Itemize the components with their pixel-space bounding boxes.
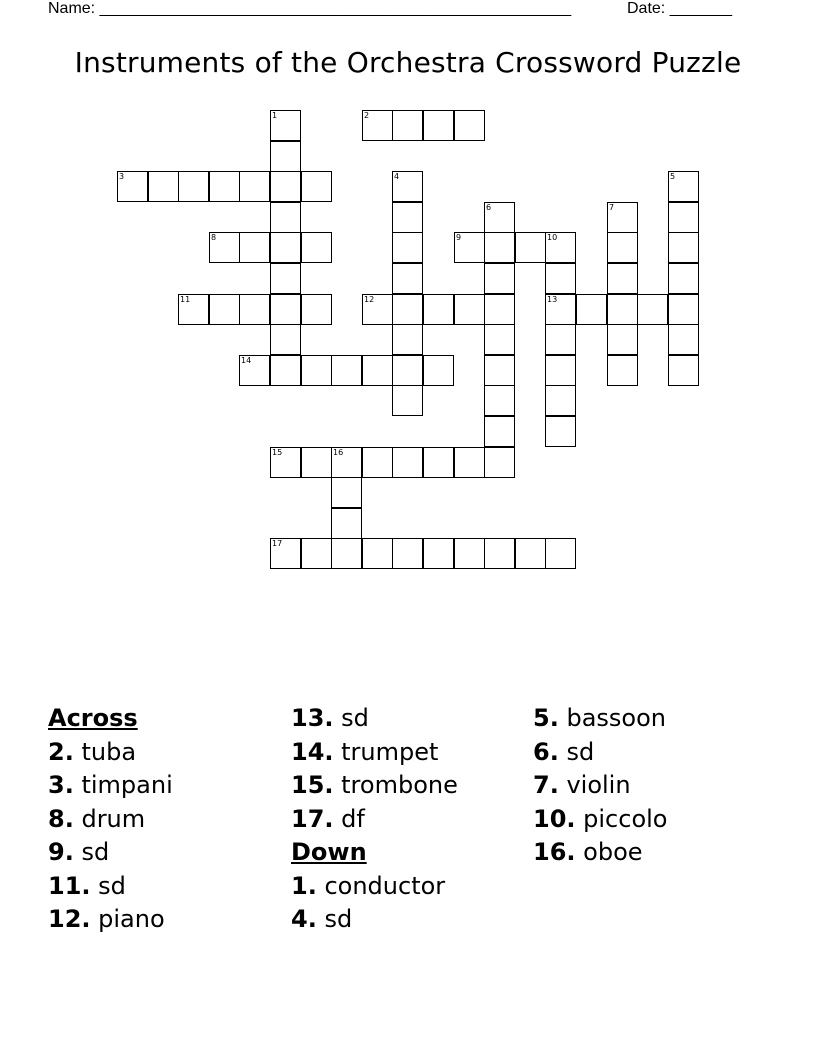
clues-column-1 [48, 702, 173, 937]
crossword-cell[interactable] [607, 232, 638, 263]
clue-number: 8. [48, 804, 74, 833]
crossword-cell[interactable] [545, 355, 576, 386]
across-clue [291, 702, 458, 736]
crossword-cell[interactable] [270, 538, 301, 569]
clue-text: trumpet [333, 737, 439, 766]
crossword-cell[interactable] [331, 508, 362, 539]
crossword-cell[interactable] [270, 355, 301, 386]
clue-text: piccolo [575, 804, 668, 833]
across-clue [48, 803, 173, 837]
clue-number: 8 [211, 233, 217, 242]
down-clue [533, 836, 667, 870]
clue-number: 7. [533, 771, 559, 799]
crossword-cell[interactable] [239, 232, 270, 263]
crossword-cell[interactable] [209, 171, 240, 202]
crossword-cell[interactable] [484, 232, 515, 263]
crossword-cell[interactable] [270, 202, 301, 233]
crossword-cell[interactable] [301, 294, 332, 325]
crossword-cell[interactable] [545, 263, 576, 294]
crossword-cell[interactable] [668, 232, 699, 263]
crossword-cell[interactable] [362, 355, 393, 386]
crossword-cell[interactable] [545, 385, 576, 416]
crossword-cell[interactable] [392, 447, 423, 478]
clue-number: 3 [119, 172, 125, 181]
crossword-cell[interactable] [607, 202, 638, 233]
clue-number: 5. [533, 704, 559, 732]
clue-number: 12 [364, 295, 375, 304]
crossword-cell[interactable] [392, 171, 423, 202]
crossword-cell[interactable] [392, 202, 423, 233]
crossword-cell[interactable] [576, 294, 607, 325]
crossword-cell[interactable] [545, 232, 576, 263]
crossword-cell[interactable] [423, 110, 454, 141]
down-clue [291, 903, 458, 937]
clue-text: timpani [73, 771, 173, 799]
crossword-cell[interactable] [239, 171, 270, 202]
down-clue [533, 769, 667, 803]
clue-number: 6 [486, 203, 492, 212]
crossword-cell[interactable] [454, 538, 485, 569]
crossword-cell[interactable] [117, 171, 148, 202]
crossword-cell[interactable] [178, 294, 209, 325]
crossword-cell[interactable] [607, 355, 638, 386]
crossword-cell[interactable] [515, 538, 546, 569]
clue-number: 1 [272, 111, 278, 120]
crossword-cell[interactable] [178, 171, 209, 202]
crossword-cell[interactable] [392, 355, 423, 386]
clue-number: 12. [48, 905, 91, 933]
crossword-cell[interactable] [668, 294, 699, 325]
clue-number: 4. [291, 905, 317, 933]
crossword-cell[interactable] [545, 324, 576, 355]
across-clue [291, 736, 458, 770]
crossword-cell[interactable] [484, 263, 515, 294]
crossword-cell[interactable] [362, 447, 393, 478]
crossword-cell[interactable] [454, 447, 485, 478]
crossword-cell[interactable] [484, 324, 515, 355]
down-clue [291, 870, 458, 904]
crossword-cell[interactable] [362, 294, 393, 325]
crossword-cell[interactable] [209, 232, 240, 263]
across-clue [48, 903, 173, 937]
crossword-cell[interactable] [392, 110, 423, 141]
clue-number: 10. [533, 804, 576, 833]
across-clue [291, 769, 458, 803]
crossword-cell[interactable] [484, 538, 515, 569]
crossword-cell[interactable] [545, 294, 576, 325]
crossword-cell[interactable] [484, 447, 515, 478]
clue-number: 15 [272, 448, 283, 457]
crossword-cell[interactable] [454, 110, 485, 141]
clue-number: 16. [533, 838, 576, 866]
clue-text: sd [90, 871, 126, 900]
crossword-cell[interactable] [423, 294, 454, 325]
crossword-cell[interactable] [392, 294, 423, 325]
clue-number: 2. [48, 737, 74, 766]
crossword-cell[interactable] [270, 232, 301, 263]
crossword-cell[interactable] [331, 477, 362, 508]
down-heading: Down [291, 838, 367, 866]
clue-number: 2 [364, 111, 370, 120]
crossword-cell[interactable] [484, 355, 515, 386]
crossword-cell[interactable] [423, 447, 454, 478]
crossword-cell[interactable] [270, 171, 301, 202]
clue-text: piano [90, 905, 165, 933]
down-clue [533, 702, 667, 736]
crossword-cell[interactable] [668, 171, 699, 202]
crossword-cell[interactable] [484, 385, 515, 416]
crossword-cell[interactable] [484, 202, 515, 233]
clue-text: tuba [73, 737, 137, 766]
crossword-cell[interactable] [392, 232, 423, 263]
down-clue [533, 736, 667, 770]
crossword-cell[interactable] [545, 416, 576, 447]
down-clue [533, 803, 667, 837]
date-line: Date: _______ [627, 0, 732, 17]
crossword-cell[interactable] [668, 324, 699, 355]
clue-number: 9 [456, 233, 462, 242]
crossword-cell[interactable] [545, 538, 576, 569]
clue-text: df [333, 804, 365, 833]
crossword-cell[interactable] [668, 202, 699, 233]
crossword-cell[interactable] [270, 447, 301, 478]
crossword-cell[interactable] [301, 232, 332, 263]
across-clue [48, 769, 173, 803]
crossword-cell[interactable] [301, 447, 332, 478]
crossword-cell[interactable] [209, 294, 240, 325]
clue-number: 6. [533, 737, 559, 766]
clue-text: drum [73, 804, 146, 833]
across-clue [48, 736, 173, 770]
clue-number: 17. [291, 804, 334, 833]
crossword-cell[interactable] [484, 416, 515, 447]
crossword-cell[interactable] [637, 294, 668, 325]
clue-number: 13 [547, 295, 558, 304]
clue-number: 17 [272, 539, 283, 548]
clue-number: 16 [333, 448, 344, 457]
name-line: Name: _____________________________________________________ [48, 0, 572, 17]
clue-text: trombone [333, 771, 458, 799]
clue-text: sd [73, 838, 110, 866]
clue-text: violin [558, 771, 631, 799]
across-clue [291, 803, 458, 837]
crossword-cell[interactable] [668, 263, 699, 294]
crossword-cell[interactable] [148, 171, 179, 202]
crossword-cell[interactable] [270, 110, 301, 141]
clue-number: 11. [48, 871, 91, 900]
clue-text: sd [558, 737, 595, 766]
crossword-cell[interactable] [454, 294, 485, 325]
crossword-cell[interactable] [331, 355, 362, 386]
crossword-cell[interactable] [392, 263, 423, 294]
clue-number: 9. [48, 838, 74, 866]
clue-number: 11 [180, 295, 191, 304]
clues-column-3 [533, 702, 667, 870]
clue-number: 10 [547, 233, 558, 242]
crossword-cell[interactable] [270, 141, 301, 172]
clue-text: oboe [575, 838, 643, 866]
clues-column-2 [291, 702, 458, 937]
crossword-cell[interactable] [392, 324, 423, 355]
across-clue [48, 870, 173, 904]
crossword-cell[interactable] [331, 538, 362, 569]
clue-number: 15. [291, 771, 334, 799]
crossword-cell[interactable] [331, 447, 362, 478]
clue-number: 4 [394, 172, 400, 181]
across-clue [48, 836, 173, 870]
crossword-cell[interactable] [423, 355, 454, 386]
crossword-cell[interactable] [607, 294, 638, 325]
crossword-cell[interactable] [392, 385, 423, 416]
crossword-cell[interactable] [607, 263, 638, 294]
crossword-cell[interactable] [423, 538, 454, 569]
crossword-cell[interactable] [270, 263, 301, 294]
crossword-cell[interactable] [301, 355, 332, 386]
clue-text: bassoon [558, 704, 666, 732]
crossword-cell[interactable] [484, 294, 515, 325]
clue-number: 3. [48, 771, 74, 799]
clue-number: 13. [291, 704, 334, 732]
clue-number: 14 [241, 356, 252, 365]
crossword-cell[interactable] [239, 355, 270, 386]
crossword-cell[interactable] [301, 171, 332, 202]
page-title: Instruments of the Orchestra Crossword Puzzle [74, 46, 742, 79]
clue-number: 5 [670, 172, 676, 181]
clue-text: sd [316, 905, 353, 933]
clue-number: 14. [291, 737, 334, 766]
crossword-cell[interactable] [270, 324, 301, 355]
crossword-cell[interactable] [362, 538, 393, 569]
clue-text: sd [333, 704, 369, 732]
clue-text: conductor [316, 871, 446, 900]
crossword-cell[interactable] [515, 232, 546, 263]
crossword-cell[interactable] [668, 355, 699, 386]
crossword-cell[interactable] [454, 232, 485, 263]
crossword-cell[interactable] [270, 294, 301, 325]
crossword-cell[interactable] [607, 324, 638, 355]
crossword-cell[interactable] [239, 294, 270, 325]
crossword-cell[interactable] [362, 110, 393, 141]
crossword-cell[interactable] [392, 538, 423, 569]
across-heading: Across [48, 704, 138, 732]
clue-number: 1. [291, 871, 317, 900]
crossword-cell[interactable] [301, 538, 332, 569]
clue-number: 7 [609, 203, 615, 212]
